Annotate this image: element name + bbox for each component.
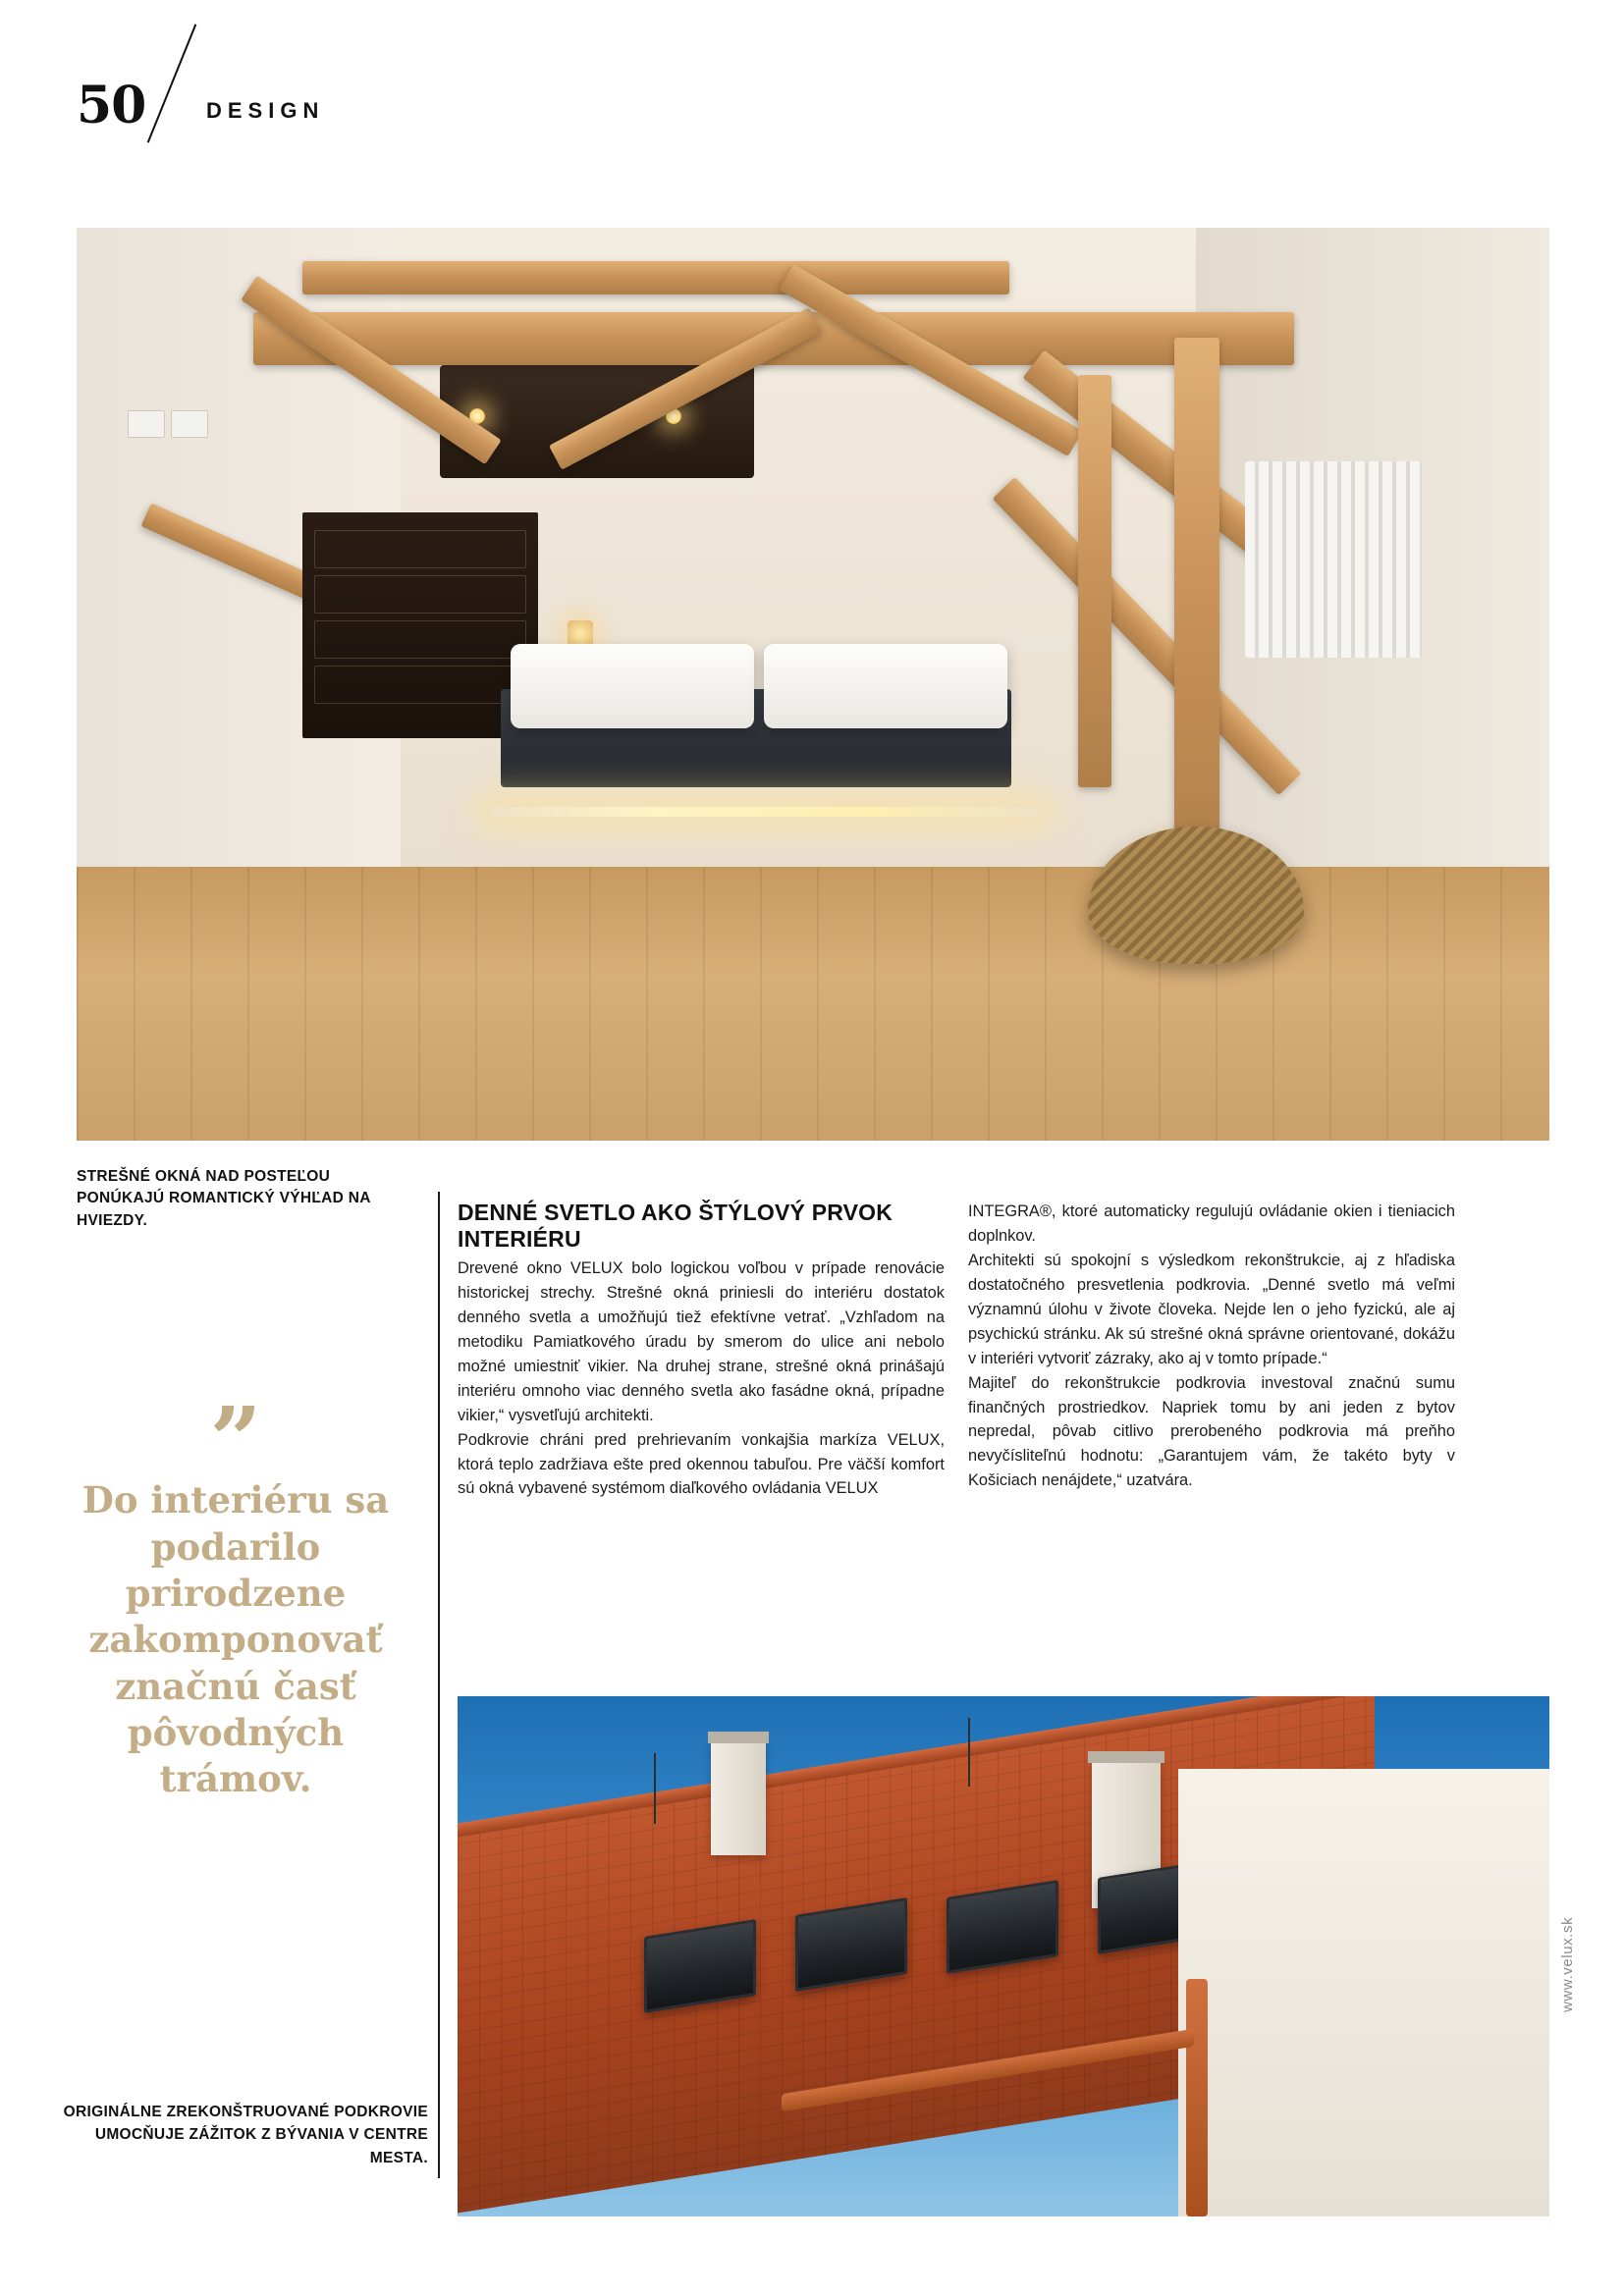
roof-post (1174, 338, 1219, 887)
column-divider (438, 1192, 440, 2178)
velux-website-url: www.velux.sk (1559, 1916, 1576, 2012)
body-column-2 (968, 1200, 1455, 1493)
page-header (77, 77, 489, 165)
light-switch (171, 410, 208, 438)
page-number: 50 (77, 76, 146, 135)
body-text-2: INTEGRA®, ktoré automaticky regulujú ovládanie okien i tieniacich doplnkov. (968, 1202, 1455, 1245)
quote-mark-icon: ” (209, 1387, 262, 1493)
section-label: DESIGN (206, 98, 325, 123)
pull-quote-text: Do interiéru sa podarilo prirodzene zakomponovať značnú časť pôvodných trámov. (81, 1478, 390, 1801)
hero-photo-caption: STREŠNÉ OKNÁ NAD POSTEĽOU PONÚKAJÚ ROMANTICKÝ VÝHĽAD NA HVIEZDY. (77, 1168, 371, 1229)
radiator (1245, 461, 1422, 658)
mattress-left (511, 644, 754, 728)
pull-quote (59, 1387, 412, 1803)
gutter-downpipe (1186, 1979, 1208, 2216)
hero-photo-attic-bedroom (77, 228, 1549, 1141)
header-slash-divider (147, 24, 197, 142)
antenna (968, 1718, 970, 1787)
roof-beam-secondary (302, 261, 1009, 294)
wood-floor (77, 867, 1549, 1141)
body-text-1: Drevené okno VELUX bolo logickou voľbou v prípade renovácie historickej strechy. Strešné okná priniesli do interiéru dostatok denného svetla a umožňujú tiež efektívne vetrať. „Vzhľadom na metodiku Pamiatkového úradu by smerom do ulice ani nebolo možné umiestniť vikier. Na druhej strane, strešné okná prinášajú interiéru omnoho viac denného svetla ako fasádne okná, prípadne vikier,“ vysvetľujú architekti. (458, 1259, 945, 1424)
light-switch (128, 410, 165, 438)
body-column-1 (458, 1256, 945, 1501)
roof-post (1078, 375, 1111, 787)
article-headline: DENNÉ SVETLO AKO ŠTÝLOVÝ PRVOK INTERIÉRU (458, 1200, 893, 1252)
roof-photo-caption: ORIGINÁLNE ZREKONŠTRUOVANÉ PODKROVIE UMOCŇUJE ZÁŽITOK Z BÝVANIA V CENTRE MESTA. (63, 2104, 428, 2166)
antenna (654, 1753, 656, 1824)
body-text-2: Majiteľ do rekonštrukcie podkrovia investoval značnú sumu finančných prostriedkov. Napriek tomu by ani jeden z bytov nepredal, pôvab citlivo prerobeného podkrovia má preňho nevyčísliteľnú hodnotu: „Garantujem vám, že takéto byty v Košiciach nenájdete,“ uzatvára. (968, 1373, 1455, 1490)
roof-photo-exterior (458, 1696, 1549, 2216)
chimney (711, 1741, 766, 1855)
body-text-2: Architekti sú spokojní s výsledkom rekonštrukcie, aj z hľadiska dostatočného presvetlenia podkrovia. „Denné svetlo má veľmi významnú úlohu v živote človeka. Nejde len o jeho fyzickú, ale aj psychickú stránku. Ak sú strešné okná správne orientované, dokážu v interiéri vytvoriť zázraky, ako aj v tomto prípade.“ (968, 1251, 1455, 1367)
building-facade (1178, 1769, 1549, 2216)
body-text-1: Podkrovie chráni pred prehrievaním vonkajšia markíza VELUX, ktorá teplo zadržiava ešte pred okennou tabuľou. Pre väčší komfort sú okná vybavené systémom diaľkového ovládania VELUX (458, 1430, 945, 1498)
mattress-right (764, 644, 1007, 728)
led-light-strip (489, 807, 1039, 817)
